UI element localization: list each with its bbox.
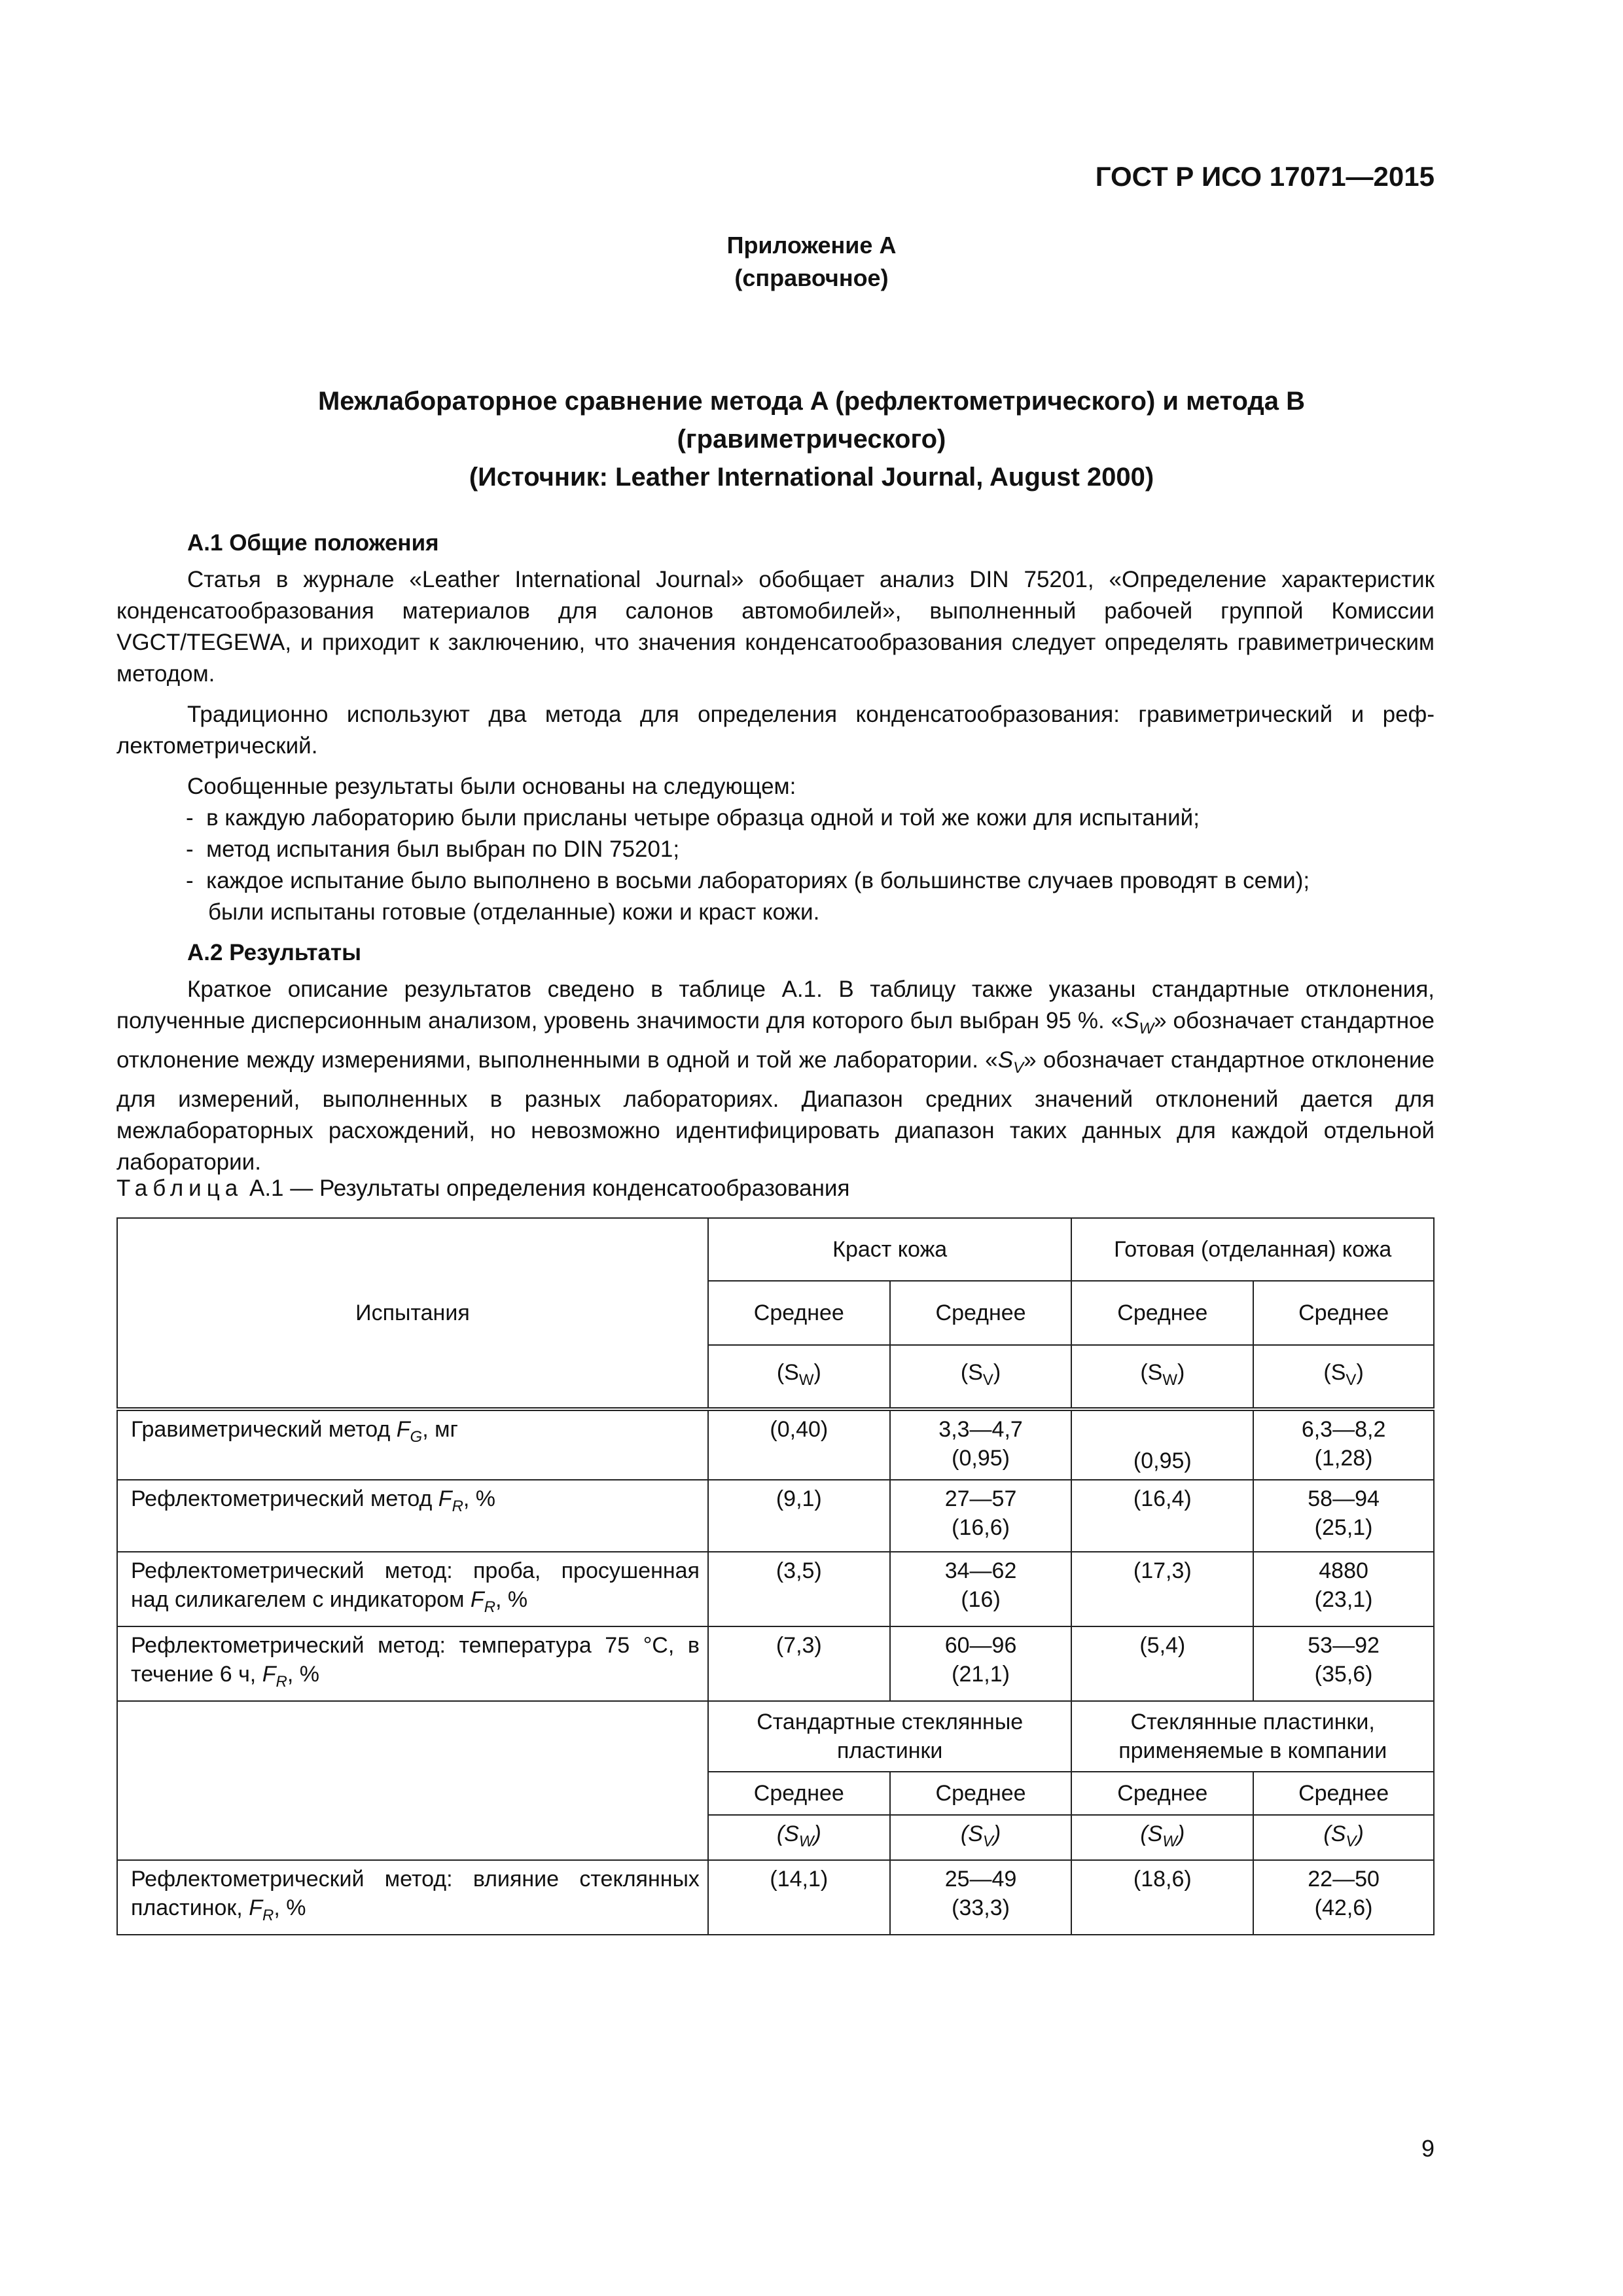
row-label: Рефлектометрический метод: проба, просушенная над силикагелем с индикатором $F_R$, %: [117, 1552, 708, 1626]
list-continuation: были испытаны готовые (отделанные) кожи и краст кожи.: [208, 899, 820, 925]
header-sv: $(S_V)$: [890, 1815, 1072, 1861]
row-label: Рефлектометрический метод: температура 75 °С, в течение 6 ч, $F_R$, %: [117, 1626, 708, 1701]
table-caption: Таблица А.1 — Результаты определения конденсатообразования: [116, 1175, 850, 1201]
header-mean: Среднее: [1071, 1281, 1253, 1345]
header-sv: $(S_V)$: [1253, 1345, 1434, 1409]
cell-value: 60—96 (21,1): [890, 1626, 1072, 1701]
cell-value: (16,4): [1071, 1480, 1253, 1552]
section-1-paragraph-2: Традиционно используют два метода для определения конденсатообразования: гравиметрический и реф-лектометрический.: [116, 702, 1435, 759]
row-label: Рефлектометрический метод: влияние стеклянных пластинок, $F_R$, %: [117, 1860, 708, 1935]
header-company-plates: Стеклянные пластинки, применяемые в компании: [1071, 1701, 1434, 1772]
header-mean: Среднее: [890, 1281, 1072, 1345]
header-crust-leather: Краст кожа: [708, 1218, 1072, 1281]
cell-value: 4880 (23,1): [1253, 1552, 1434, 1626]
cell-value: 25—49 (33,3): [890, 1860, 1072, 1935]
header-mean: Среднее: [1253, 1281, 1434, 1345]
cell-value: 34—62 (16): [890, 1552, 1072, 1626]
header-sw: $(S_W)$: [708, 1815, 890, 1861]
table-row: [117, 1626, 1434, 1701]
cell-value: 6,3—8,2 (1,28): [1253, 1409, 1434, 1480]
table-row: [117, 1860, 1434, 1935]
header-mean: Среднее: [1253, 1772, 1434, 1815]
header-mean: Среднее: [1071, 1772, 1253, 1815]
empty-cell: [117, 1701, 708, 1861]
cell-value: (7,3): [708, 1626, 890, 1701]
header-mean: Среднее: [708, 1281, 890, 1345]
cell-value: (0,40): [708, 1409, 890, 1480]
header-sw: $(S_W)$: [708, 1345, 890, 1409]
document-body: [116, 528, 1435, 1178]
section-1-paragraph-3: Сообщенные результаты были основаны на следующем:: [187, 774, 796, 799]
annex-heading: [0, 229, 1623, 295]
section-2-heading: А.2 Результаты: [187, 940, 361, 965]
row-label: Гравиметрический метод $F_G$, мг: [117, 1409, 708, 1480]
title-line-2: (гравиметрического): [677, 425, 946, 454]
header-sv: $(S_V)$: [1253, 1815, 1434, 1861]
cell-value: (5,4): [1071, 1626, 1253, 1701]
section-2-paragraph: Краткое описание результатов сведено в таблице А.1. В таблицу также указаны стандартные отклонения, полученные дисперсионным анализом, уровень значимости для которого был выбран 95 %. «$S_W$» обозначает стандартное отклонение между измерениями, выполненными в одной и той же лаборатории. «$S_V$» обозначает стандартное отклонение для измерений, выполненных в разных лабораториях. Диапазон средних значений отклонений дается для межлабораторных расхождений, но невозможно идентифицировать диапазон таких данных для каждой отдельной лаборатории.: [116, 977, 1435, 1175]
cell-value: (3,5): [708, 1552, 890, 1626]
cell-value: 3,3—4,7 (0,95): [890, 1409, 1072, 1480]
cell-value: 58—94 (25,1): [1253, 1480, 1434, 1552]
title-line-1: Межлабораторное сравнение метода A (рефлектометрического) и метода B: [317, 387, 1306, 416]
table-row: [117, 1480, 1434, 1552]
title-line-3: (Источник: Leather International Journal, August 2000): [469, 463, 1154, 492]
list-item: - каждое испытание было выполнено в восьми лабораториях (в большинстве случаев проводят в семи);: [186, 868, 1310, 893]
cell-value: (18,6): [1071, 1860, 1253, 1935]
header-mean: Среднее: [708, 1772, 890, 1815]
section-1-paragraph-1: Статья в журнале «Leather International Journal» обобщает анализ DIN 75201, «Определение характеристик конденсатообразования материалов для салонов автомобилей», выполненный рабочей группой Комиссии VGCT/TEGEWA, и приходит к заключению, что значения конденсатообразования следует определять гравиметрическим методом.: [116, 567, 1435, 687]
cell-value: 22—50 (42,6): [1253, 1860, 1434, 1935]
header-standard-plates: Стандартные стеклянные пластинки: [708, 1701, 1072, 1772]
document-header: ГОСТ Р ИСО 17071—2015: [1095, 161, 1435, 192]
cell-value: (17,3): [1071, 1552, 1253, 1626]
document-title: [196, 382, 1427, 496]
cell-value: 27—57 (16,6): [890, 1480, 1072, 1552]
header-sw: $(S_W)$: [1071, 1345, 1253, 1409]
cell-value: 53—92 (35,6): [1253, 1626, 1434, 1701]
annex-type: (справочное): [734, 264, 889, 291]
table-row: [117, 1552, 1434, 1626]
table-row: [117, 1409, 1434, 1480]
cell-value: (14,1): [708, 1860, 890, 1935]
section-1-heading: А.1 Общие положения: [187, 530, 439, 556]
row-label: Рефлектометрический метод $F_R$, %: [117, 1480, 708, 1552]
cell-value: (9,1): [708, 1480, 890, 1552]
header-mean: Среднее: [890, 1772, 1072, 1815]
list-item: - метод испытания был выбран по DIN 75201;: [186, 836, 680, 862]
header-sw: $(S_W)$: [1071, 1815, 1253, 1861]
header-finished-leather: Готовая (отделанная) кожа: [1071, 1218, 1434, 1281]
annex-title: Приложение А: [726, 232, 897, 259]
results-table: [116, 1217, 1435, 1935]
header-sv: $(S_V)$: [890, 1345, 1072, 1409]
header-tests: Испытания: [117, 1218, 708, 1409]
list-item: - в каждую лабораторию были присланы четыре образца одной и той же кожи для испытаний;: [186, 805, 1200, 831]
cell-value: (0,95): [1071, 1409, 1253, 1480]
page-number: 9: [1421, 2135, 1435, 2162]
